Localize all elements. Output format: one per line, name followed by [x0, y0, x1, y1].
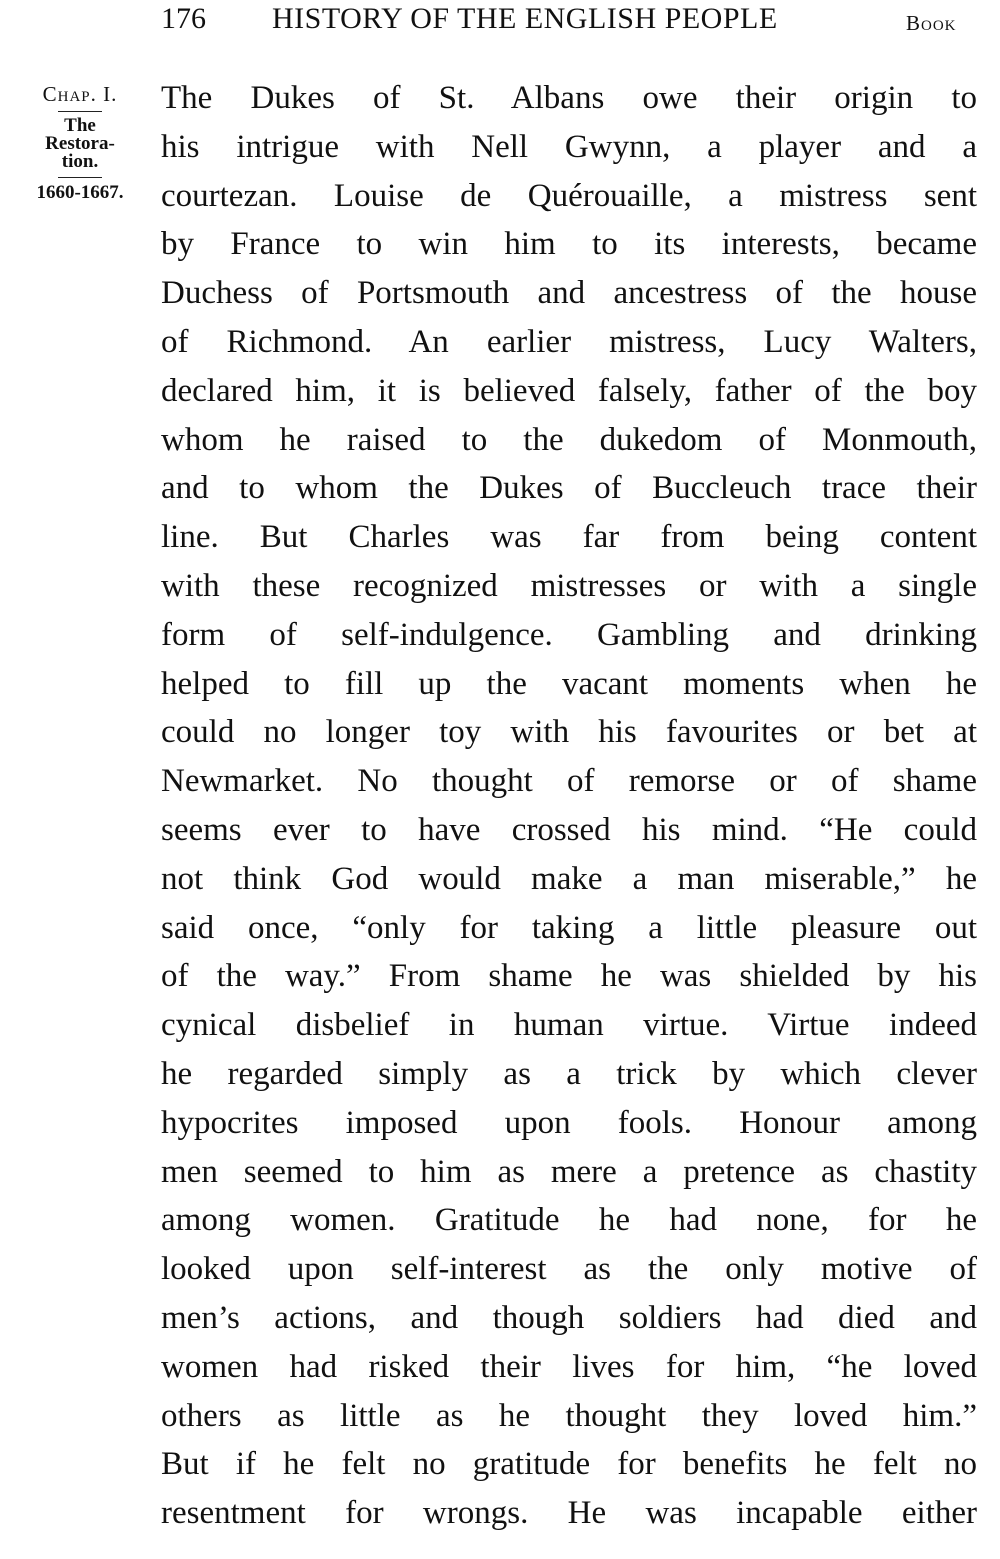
- text-line: whom he raised to the dukedom of Monmouth,: [161, 421, 977, 458]
- text-line: of the way.” From shame he was shielded by his: [161, 958, 977, 995]
- margin-notes: [18, 84, 142, 202]
- text-line: others as little as he thought they loved him.”: [161, 1397, 977, 1434]
- text-line: Newmarket. No thought of remorse or of shame: [161, 763, 977, 800]
- text-line: Duchess of Portsmouth and ancestress of the house: [161, 275, 977, 312]
- running-title: HISTORY OF THE ENGLISH PEOPLE: [272, 2, 778, 35]
- side-subject-line: tion.: [61, 151, 99, 172]
- text-line: But if he felt no gratitude for benefits he felt no: [161, 1446, 977, 1483]
- running-header: [0, 2, 1000, 42]
- text-line: could no longer toy with his favourites or bet at: [161, 714, 977, 751]
- text-line: seems ever to have crossed his mind. “He could: [161, 811, 977, 848]
- margin-divider: [58, 177, 102, 178]
- text-line: men’s actions, and though soldiers had died and: [161, 1299, 977, 1336]
- text-line: men seemed to him as mere a pretence as chastity: [161, 1153, 977, 1190]
- text-line: courtezan. Louise de Quérouaille, a mistress sent: [161, 177, 977, 214]
- side-dates: 1660-1667.: [36, 182, 124, 203]
- body-text: [161, 74, 977, 1538]
- text-line: by France to win him to its interests, became: [161, 226, 977, 263]
- text-line: resentment for wrongs. He was incapable either: [161, 1495, 977, 1532]
- text-line: of Richmond. An earlier mistress, Lucy Walters,: [161, 323, 977, 360]
- text-line: with these recognized mistresses or with a single: [161, 567, 977, 604]
- text-line: The Dukes of St. Albans owe their origin to: [161, 80, 977, 116]
- text-line: and to whom the Dukes of Buccleuch trace their: [161, 470, 977, 507]
- book-label: Book: [906, 11, 957, 35]
- text-line: looked upon self-interest as the only motive of: [161, 1251, 977, 1288]
- chapter-label: Chap. I.: [42, 82, 118, 106]
- text-line: helped to fill up the vacant moments when he: [161, 665, 977, 702]
- text-line: said once, “only for taking a little pleasure out: [161, 909, 977, 946]
- text-line: declared him, it is believed falsely, father of the boy: [161, 372, 977, 409]
- text-line: women had risked their lives for him, “he loved: [161, 1348, 977, 1385]
- text-line: he regarded simply as a trick by which clever: [161, 1055, 977, 1092]
- margin-divider: [58, 111, 102, 112]
- text-line: hypocrites imposed upon fools. Honour among: [161, 1104, 977, 1141]
- text-line: among women. Gratitude he had none, for he: [161, 1202, 977, 1239]
- side-subject-line: Restora-: [45, 133, 115, 154]
- text-line: cynical disbelief in human virtue. Virtue indeed: [161, 1007, 977, 1044]
- text-line: his intrigue with Nell Gwynn, a player and a: [161, 128, 977, 165]
- text-line: form of self-indulgence. Gambling and drinking: [161, 616, 977, 653]
- side-subject: [18, 117, 142, 171]
- text-line: not think God would make a man miserable,” he: [161, 860, 977, 897]
- page-number: 176: [161, 2, 206, 35]
- text-line: line. But Charles was far from being content: [161, 519, 977, 556]
- side-subject-line: The: [64, 115, 96, 136]
